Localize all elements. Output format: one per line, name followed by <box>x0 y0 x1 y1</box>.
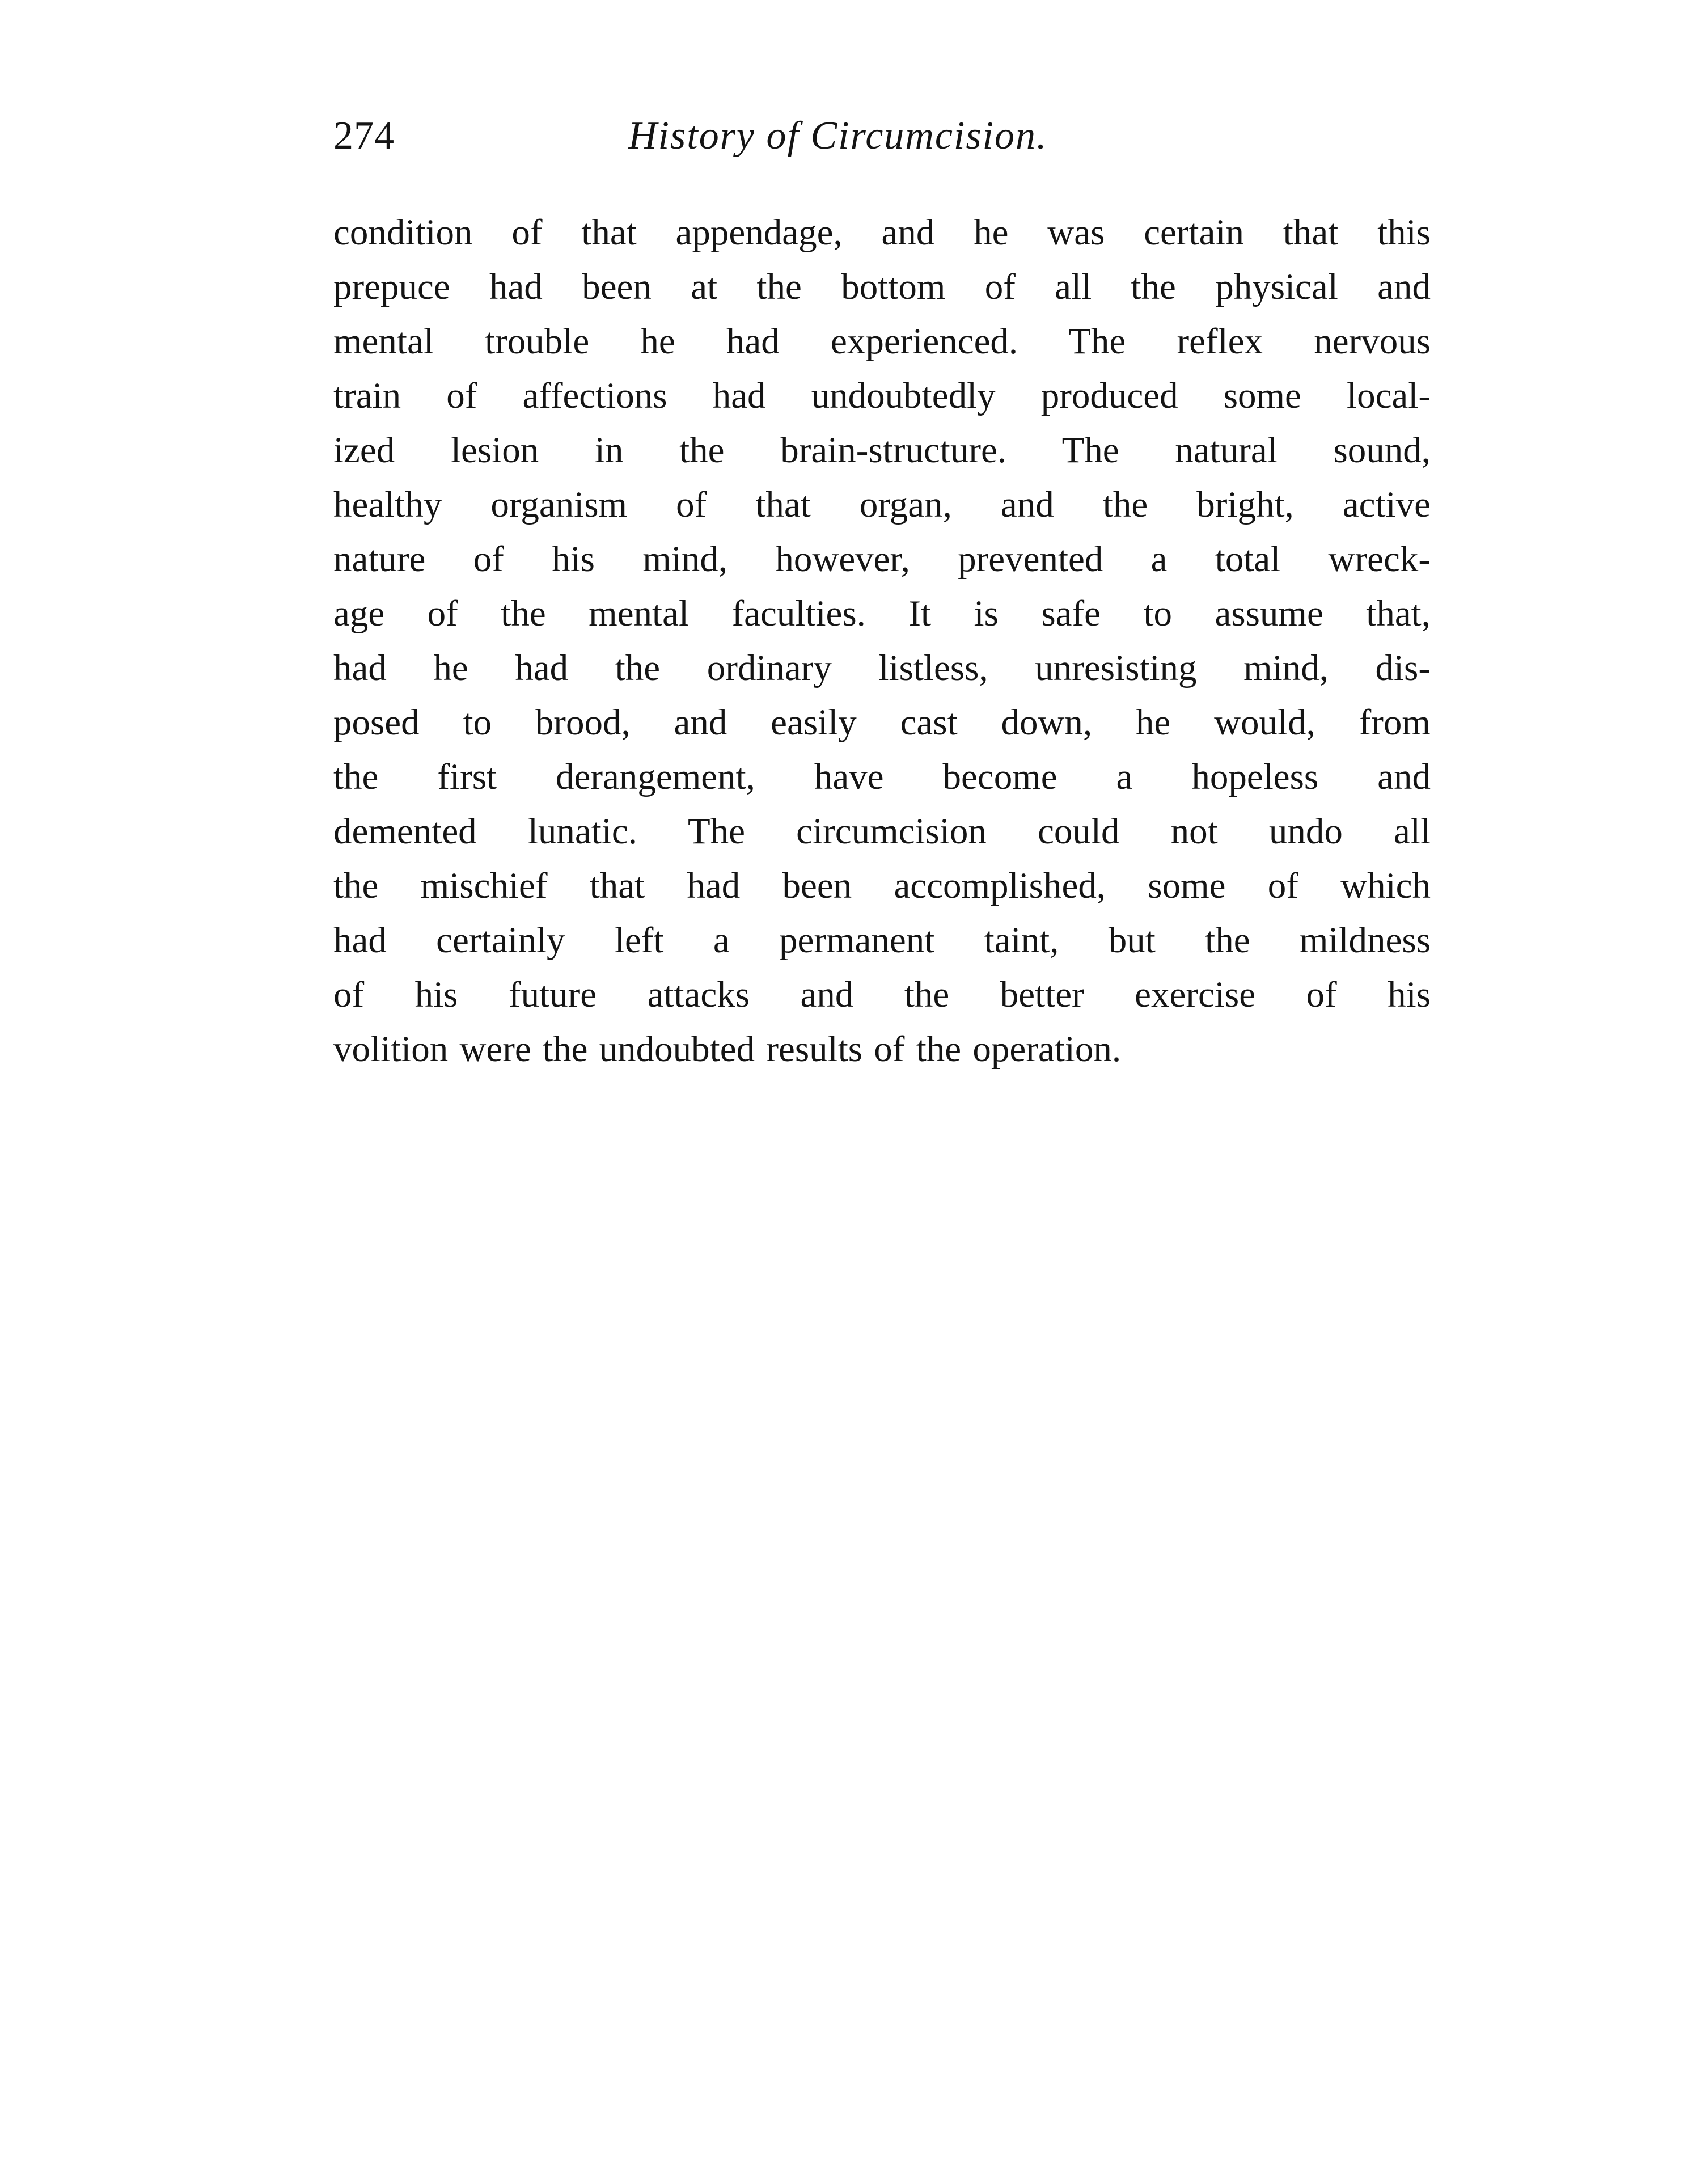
page-number: 274 <box>333 114 395 158</box>
text-line: had he had the ordinary listless, unresisting mind, dis- <box>333 648 1431 688</box>
text-line: volition were the undoubted results of the operation. <box>333 1029 1122 1070</box>
text-line: prepuce had been at the bottom of all the physical and <box>333 267 1431 307</box>
text-line: nature of his mind, however, prevented a total wreck- <box>333 539 1431 580</box>
text-line: the mischief that had been accomplished, some of which <box>333 865 1431 906</box>
text-line: age of the mental faculties. It is safe to assume that, <box>333 593 1431 634</box>
text-line: ized lesion in the brain-structure. The natural sound, <box>333 430 1431 471</box>
text-line: posed to brood, and easily cast down, he would, from <box>333 702 1431 743</box>
text-line: the first derangement, have become a hopeless and <box>333 757 1431 797</box>
running-head <box>333 105 1431 167</box>
text-line: condition of that appendage, and he was certain that this <box>333 212 1431 253</box>
text-line: healthy organism of that organ, and the bright, active <box>333 484 1431 525</box>
text-line: had certainly left a permanent taint, but the mildness <box>333 920 1431 961</box>
running-title: History of Circumcision. <box>628 114 1048 158</box>
text-line: demented lunatic. The circumcision could not undo all <box>333 811 1431 852</box>
text-line: train of affections had undoubtedly produced some local- <box>333 375 1431 416</box>
text-line: mental trouble he had experienced. The reflex nervous <box>333 321 1431 362</box>
text-line: of his future attacks and the better exercise of his <box>333 974 1431 1015</box>
body-paragraph <box>333 205 1431 1076</box>
